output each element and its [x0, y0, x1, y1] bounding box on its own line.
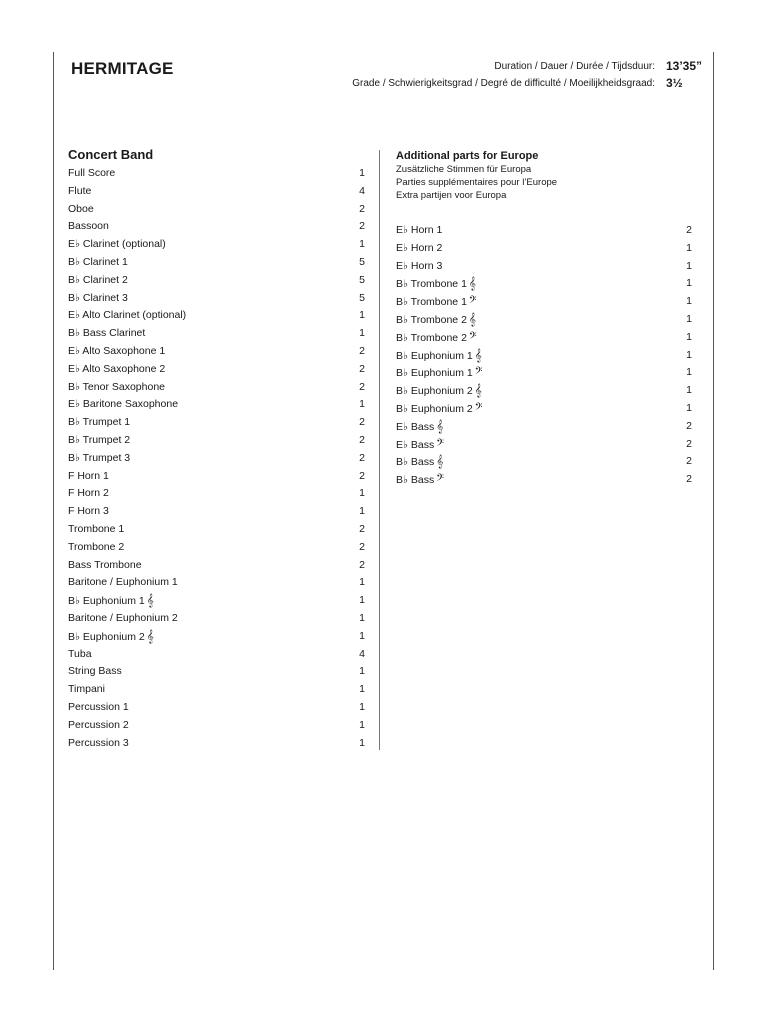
part-name-cell: [68, 521, 124, 539]
part-quantity: 2: [359, 451, 365, 464]
part-quantity: 1: [359, 505, 365, 518]
part-name: B♭ Euphonium 2: [68, 630, 145, 643]
part-name: Trombone 2: [68, 540, 125, 553]
part-quantity: 1: [686, 348, 692, 361]
part-name-cell: [68, 717, 129, 735]
part-row: [68, 735, 365, 753]
part-name: B♭ Trumpet 3: [68, 451, 131, 464]
part-name-cell: [68, 557, 142, 575]
part-quantity: 1: [359, 487, 365, 500]
part-name: Baritone / Euphonium 2: [68, 611, 178, 624]
part-quantity: 1: [359, 629, 365, 642]
part-row: [68, 521, 365, 539]
part-name-cell: [396, 311, 476, 329]
part-name-cell: [68, 218, 109, 236]
part-quantity: 1: [686, 401, 692, 414]
part-row: [396, 453, 692, 471]
part-row: [68, 201, 365, 219]
part-name-cell: [396, 240, 442, 258]
part-quantity: 5: [359, 291, 365, 304]
part-name-cell: [68, 450, 130, 468]
part-name-cell: [68, 735, 129, 753]
part-name-cell: [396, 293, 477, 311]
part-quantity: 2: [359, 344, 365, 357]
part-row: [68, 646, 365, 664]
treble-clef-icon: 𝄞: [474, 347, 482, 362]
part-name-cell: [396, 347, 482, 365]
treble-clef-icon: 𝄞: [436, 418, 444, 433]
part-name-cell: [68, 699, 129, 717]
part-row: [396, 240, 692, 258]
part-quantity: 4: [359, 647, 365, 660]
part-row: [68, 681, 365, 699]
part-row: [396, 275, 692, 293]
part-name: B♭ Trombone 1: [396, 296, 467, 309]
part-row: [68, 717, 365, 735]
part-name: Tuba: [68, 647, 92, 660]
europe-subtitle-german: Zusätzliche Stimmen für Europa: [396, 164, 532, 175]
part-name-cell: [68, 272, 128, 290]
part-quantity: 1: [686, 330, 692, 343]
part-name-cell: [68, 485, 109, 503]
part-row: [68, 290, 365, 308]
bass-clef-icon: 𝄢: [436, 472, 444, 487]
part-name-cell: [396, 275, 476, 293]
part-row: [68, 361, 365, 379]
part-name-cell: [68, 681, 105, 699]
part-name-cell: [68, 201, 94, 219]
part-name: B♭ Clarinet 2: [68, 273, 128, 286]
part-quantity: 2: [359, 433, 365, 446]
part-name: B♭ Euphonium 1: [396, 349, 473, 362]
bass-clef-icon: 𝄢: [436, 436, 444, 451]
europe-parts-heading: Additional parts for Europe: [396, 150, 539, 162]
part-row: [396, 418, 692, 436]
part-quantity: 1: [686, 241, 692, 254]
part-name: Percussion 2: [68, 718, 129, 731]
duration-label: Duration / Dauer / Durée / Tijdsduur:: [494, 61, 655, 72]
part-row: [396, 436, 692, 454]
part-name: Timpani: [68, 683, 105, 696]
part-name: B♭ Trumpet 2: [68, 433, 131, 446]
concert-band-parts-list: [68, 165, 365, 752]
bass-clef-icon: 𝄢: [468, 294, 477, 309]
bass-clef-icon: 𝄢: [474, 365, 483, 380]
part-quantity: 1: [686, 277, 692, 290]
part-name-cell: [68, 254, 128, 272]
part-name: B♭ Trombone 1: [396, 278, 467, 291]
bass-clef-icon: 𝄢: [474, 400, 483, 415]
treble-clef-icon: 𝄞: [468, 276, 476, 291]
part-row: [396, 311, 692, 329]
part-quantity: 1: [359, 700, 365, 713]
grade-value: 3½: [666, 76, 683, 90]
part-quantity: 2: [359, 202, 365, 215]
part-name: F Horn 1: [68, 469, 109, 482]
page-border-left: [53, 52, 54, 970]
part-name: E♭ Bass: [396, 420, 435, 433]
part-row: [396, 347, 692, 365]
part-quantity: 1: [686, 384, 692, 397]
part-name-cell: [396, 436, 444, 454]
part-row: [68, 468, 365, 486]
part-name-cell: [68, 379, 165, 397]
part-row: [396, 400, 692, 418]
part-row: [68, 414, 365, 432]
part-name-cell: [68, 610, 178, 628]
part-row: [68, 165, 365, 183]
part-name-cell: [68, 361, 165, 379]
part-row: [68, 574, 365, 592]
treble-clef-icon: 𝄞: [468, 311, 476, 326]
grade-label: Grade / Schwierigkeitsgrad / Degré de difficulté / Moeilijkheidsgraad:: [352, 78, 655, 89]
part-row: [68, 343, 365, 361]
part-quantity: 1: [686, 312, 692, 325]
part-name: B♭ Euphonium 1: [68, 595, 145, 608]
treble-clef-icon: 𝄞: [146, 593, 154, 608]
part-row: [396, 329, 692, 347]
part-quantity: 1: [359, 718, 365, 731]
part-name: B♭ Clarinet 1: [68, 255, 128, 268]
part-quantity: 1: [359, 167, 365, 179]
part-row: [68, 610, 365, 628]
part-row: [68, 272, 365, 290]
part-quantity: 2: [686, 473, 692, 486]
part-name: String Bass: [68, 665, 122, 678]
part-quantity: 1: [686, 366, 692, 379]
part-quantity: 2: [359, 522, 365, 535]
part-name: B♭ Trumpet 1: [68, 416, 131, 429]
part-name: B♭ Trombone 2: [396, 313, 467, 326]
part-name: Trombone 1: [68, 522, 125, 535]
part-name-cell: [68, 628, 154, 646]
part-name: E♭ Alto Saxophone 2: [68, 362, 166, 375]
bass-clef-icon: 𝄢: [468, 329, 477, 344]
part-row: [68, 503, 365, 521]
part-name-cell: [68, 432, 130, 450]
part-name-cell: [68, 343, 165, 361]
part-name: B♭ Tenor Saxophone: [68, 380, 165, 393]
part-quantity: 2: [359, 558, 365, 571]
part-name: Flute: [68, 184, 92, 197]
part-quantity: 1: [359, 736, 365, 749]
part-name-cell: [396, 418, 443, 436]
part-row: [68, 628, 365, 646]
part-name-cell: [396, 329, 477, 347]
part-name: E♭ Horn 1: [396, 224, 443, 236]
part-name: B♭ Clarinet 3: [68, 291, 128, 304]
part-quantity: 2: [686, 437, 692, 450]
part-row: [68, 450, 365, 468]
part-row: [68, 183, 365, 201]
part-row: [396, 258, 692, 276]
part-name: E♭ Baritone Saxophone: [68, 398, 179, 411]
part-name-cell: [396, 471, 444, 489]
europe-subtitle-dutch: Extra partijen voor Europa: [396, 190, 507, 201]
part-row: [396, 293, 692, 311]
part-name-cell: [68, 236, 166, 254]
part-name-cell: [68, 165, 115, 183]
part-name-cell: [68, 592, 154, 610]
europe-parts-list: [396, 222, 692, 489]
europe-subtitle-french: Parties supplémentaires pour l’Europe: [396, 177, 558, 188]
part-name-cell: [68, 307, 186, 325]
part-quantity: 1: [359, 576, 365, 589]
concert-band-heading: Concert Band: [68, 147, 154, 162]
part-name: F Horn 3: [68, 505, 109, 518]
part-row: [68, 699, 365, 717]
treble-clef-icon: 𝄞: [436, 454, 444, 469]
part-name-cell: [68, 539, 124, 557]
treble-clef-icon: 𝄞: [146, 628, 154, 643]
part-name: F Horn 2: [68, 487, 109, 500]
part-name: Percussion 1: [68, 700, 129, 713]
part-quantity: 2: [359, 362, 365, 375]
part-name: Percussion 3: [68, 736, 129, 749]
part-name: E♭ Horn 3: [396, 259, 443, 272]
part-row: [68, 432, 365, 450]
part-quantity: 1: [359, 327, 365, 340]
part-row: [68, 396, 365, 414]
part-quantity: 1: [359, 398, 365, 411]
part-name: Oboe: [68, 202, 94, 215]
part-name: B♭ Bass: [396, 474, 435, 487]
part-row: [68, 663, 365, 681]
part-name: B♭ Euphonium 2: [396, 402, 473, 415]
part-name: E♭ Bass: [396, 438, 435, 451]
part-name-cell: [396, 258, 442, 276]
part-row: [68, 592, 365, 610]
part-row: [396, 364, 692, 382]
part-quantity: 1: [686, 259, 692, 272]
part-quantity: 2: [686, 419, 692, 432]
part-name: Full Score: [68, 167, 116, 179]
part-name-cell: [68, 290, 128, 308]
part-row: [68, 485, 365, 503]
part-name: B♭ Euphonium 2: [396, 385, 473, 398]
part-name: Bass Trombone: [68, 558, 142, 571]
part-name: E♭ Alto Saxophone 1: [68, 344, 166, 357]
part-name-cell: [68, 183, 91, 201]
part-quantity: 5: [359, 273, 365, 286]
part-quantity: 2: [686, 224, 692, 236]
part-name: B♭ Trombone 2: [396, 331, 467, 344]
part-quantity: 1: [359, 238, 365, 251]
part-name-cell: [68, 663, 122, 681]
page-border-right: [713, 52, 714, 970]
part-row: [68, 557, 365, 575]
part-name: E♭ Horn 2: [396, 241, 443, 254]
part-row: [68, 218, 365, 236]
part-name: E♭ Clarinet (optional): [68, 238, 166, 251]
part-name-cell: [68, 414, 130, 432]
part-name: B♭ Bass Clarinet: [68, 327, 146, 340]
part-quantity: 5: [359, 255, 365, 268]
part-name: Baritone / Euphonium 1: [68, 576, 178, 589]
piece-title: HERMITAGE: [71, 59, 174, 78]
part-name-cell: [68, 396, 178, 414]
part-name-cell: [68, 646, 92, 664]
part-row: [68, 307, 365, 325]
part-name-cell: [396, 382, 482, 400]
part-quantity: 2: [359, 380, 365, 393]
part-name: E♭ Alto Clarinet (optional): [68, 309, 187, 322]
part-row: [396, 471, 692, 489]
part-quantity: 1: [359, 665, 365, 678]
part-name-cell: [68, 503, 109, 521]
part-name-cell: [396, 222, 442, 240]
part-name-cell: [396, 364, 482, 382]
part-quantity: 2: [359, 416, 365, 429]
part-row: [68, 325, 365, 343]
part-quantity: 1: [686, 295, 692, 308]
part-row: [68, 539, 365, 557]
part-name: Bassoon: [68, 220, 109, 233]
part-quantity: 1: [359, 594, 365, 607]
part-quantity: 2: [359, 540, 365, 553]
part-name-cell: [396, 400, 482, 418]
part-row: [396, 222, 692, 240]
part-name: B♭ Euphonium 1: [396, 367, 473, 380]
part-quantity: 1: [359, 683, 365, 696]
column-divider: [379, 150, 380, 750]
part-name-cell: [396, 453, 443, 471]
treble-clef-icon: 𝄞: [474, 383, 482, 398]
part-name-cell: [68, 325, 145, 343]
part-quantity: 1: [359, 309, 365, 322]
duration-value: 13’35”: [666, 59, 703, 73]
part-row: [396, 382, 692, 400]
part-name-cell: [68, 468, 109, 486]
part-row: [68, 379, 365, 397]
part-quantity: 2: [686, 455, 692, 468]
part-quantity: 1: [359, 611, 365, 624]
part-quantity: 2: [359, 469, 365, 482]
part-quantity: 2: [359, 220, 365, 233]
part-quantity: 4: [359, 184, 365, 197]
part-name-cell: [68, 574, 178, 592]
part-row: [68, 236, 365, 254]
part-row: [68, 254, 365, 272]
part-name: B♭ Bass: [396, 456, 435, 469]
